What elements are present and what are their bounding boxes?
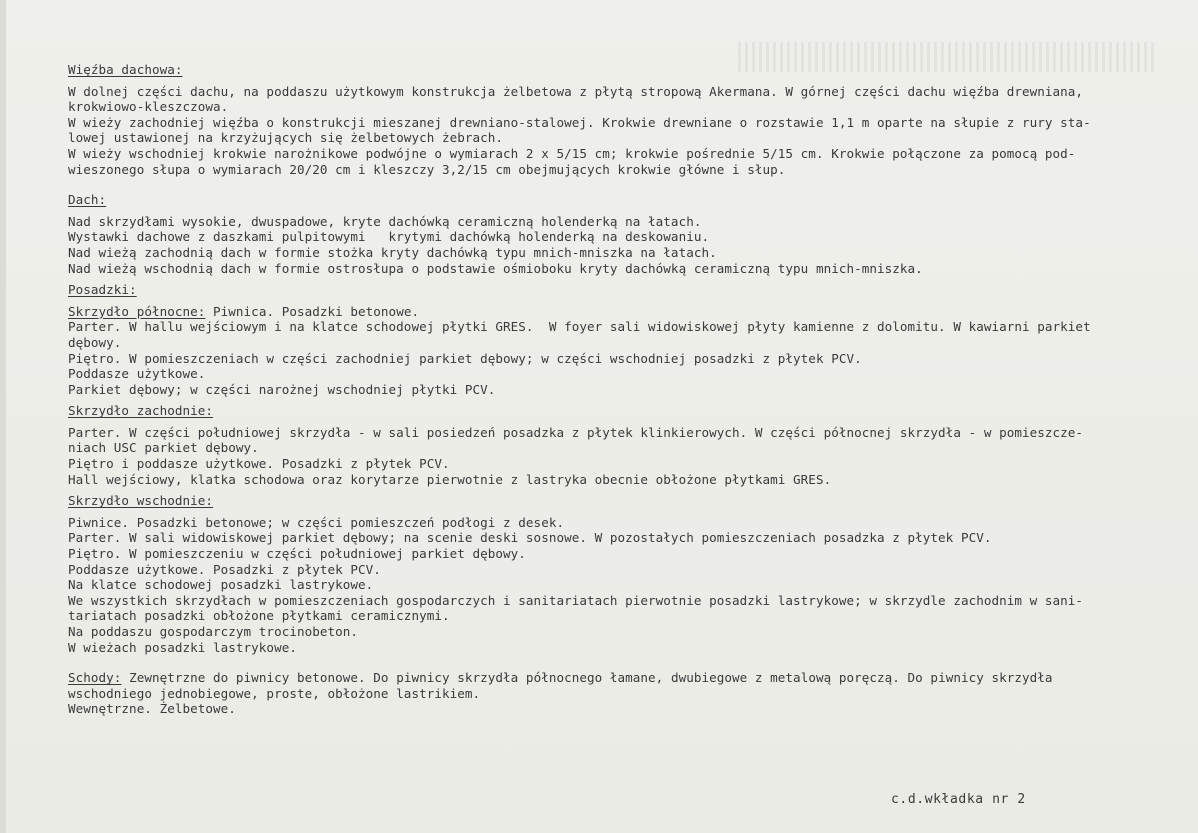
text-line: wschodniego jednobiegowe, proste, obłożone lastrikiem. — [68, 685, 481, 701]
page-body — [68, 62, 1178, 717]
text-line: Piętro. W pomieszczeniu w części południowej parkiet dębowy. — [68, 546, 526, 562]
text-line: krokwiowo-kleszczowa. — [68, 99, 229, 115]
text-line: Parter. W sali widowiskowej parkiet dębowy; na scenie deski sosnowe. W pozostałych pomieszczeniach posadzka z płytek PCV. — [68, 530, 992, 546]
heading-schody: Schody: — [68, 670, 122, 686]
heading-skrzydlo-zachodnie: Skrzydło zachodnie: — [68, 403, 214, 419]
text-line: Piwnice. Posadzki betonowe; w części pomieszczeń podłogi z desek. — [68, 514, 565, 530]
text-line: Nad wieżą zachodnią dach w formie stożka kryty dachówką typu mnich-mniszka na łatach. — [68, 244, 717, 260]
text-line: wieszonego słupa o wymiarach 20/20 cm i kleszczy 3,2/15 cm obejmujących krokwie główne i słup. — [68, 161, 786, 177]
text-line: Piętro. W pomieszczeniach w części zachodniej parkiet dębowy; w części wschodniej posadzki z płytek PCV. — [68, 350, 862, 366]
text-line: Poddasze użytkowe. — [68, 366, 206, 382]
text-line: Nad wieżą wschodnią dach w formie ostrosłupa o podstawie ośmioboku kryty dachówką ceramiczną typu mnich-mniszka. — [68, 260, 923, 276]
heading-wiezba: Więźba dachowa: — [68, 62, 183, 77]
text-line: dębowy. — [68, 334, 122, 350]
text-line: Parkiet dębowy; w części narożnej wschodniej płytki PCV. — [68, 381, 496, 397]
text-line: Parter. W hallu wejściowym i na klatce schodowej płytki GRES. W foyer sali widowiskowej płyty kamienne z dolomitu. W kawiarni parkiet — [68, 319, 1091, 335]
text-line: Na klatce schodowej posadzki lastrykowe. — [68, 577, 374, 593]
section-wiezba — [68, 62, 1178, 177]
text-line: Hall wejściowy, klatka schodowa oraz korytarze pierwotnie z lastryka obecnie obłożone płytkami GRES. — [68, 471, 832, 487]
text-line: Wystawki dachowe z daszkami pulpitowymi krytymi dachówką holenderką na deskowaniu. — [68, 229, 710, 245]
text-line: We wszystkich skrzydłach w pomieszczeniach gospodarczych i sanitariatach pierwotnie posadzki lastrykowe; w skrzydle zachodnim w sani- — [68, 592, 1084, 608]
text-line: W wieży zachodniej więźba o konstrukcji mieszanej drewniano-stalowej. Krokwie drewniane o rozstawie 1,1 m oparte na słupie z rury sta- — [68, 114, 1091, 130]
text-line: W wieżach posadzki lastrykowe. — [68, 639, 297, 655]
text-line: tariatach posadzki obłożone płytkami ceramicznymi. — [68, 608, 450, 624]
text-line: Parter. W części południowej skrzydła - w sali posiedzeń posadzka z płytek klinkierowych. W części północnej skrzydła - w pomieszcze- — [68, 424, 1084, 440]
continuation-note: c.d.wkładka nr 2 — [891, 792, 1026, 807]
text-line: Piętro i poddasze użytkowe. Posadzki z płytek PCV. — [68, 456, 450, 472]
text-line: Wewnętrzne. Żelbetowe. — [68, 701, 236, 717]
heading-skrzydlo-polnocne: Skrzydło północne: — [68, 303, 206, 319]
section-posadzki — [68, 282, 1178, 655]
text-line: Na poddaszu gospodarczym trocinobeton. — [68, 624, 359, 639]
heading-posadzki: Posadzki: — [68, 282, 137, 298]
text-line: W dolnej części dachu, na poddaszu użytkowym konstrukcja żelbetowa z płytą stropową Akermana. W górnej części dachu więźba drewniana, — [68, 83, 1084, 99]
section-schody: Schody: Zewnętrzne do piwnicy betonowe. Do piwnicy skrzydła północnego łamane, dwubiegowe z metalową poręczą. Do piwnicy skrzydła wschodniego jednobiegowe, proste, obłożone lastrikiem. Wewnętrzne. Żelbetowe. — [68, 670, 1178, 717]
text-line: Nad skrzydłami wysokie, dwuspadowe, kryte dachówką ceramiczną holenderką na łatach. — [68, 213, 702, 229]
subsection-polnocne: Skrzydło północne: Piwnica. Posadzki betonowe. — [68, 303, 420, 319]
text-line: W wieży wschodniej krokwie narożnikowe podwójne o wymiarach 2 x 5/15 cm; krokwie pośrednie 5/15 cm. Krokwie połączone za pomocą pod- — [68, 145, 1076, 161]
text-line: niach USC parkiet dębowy. — [68, 440, 259, 456]
section-dach — [68, 192, 1178, 276]
text-line: lowej ustawionej na krzyżujących się żelbetowych żebrach. — [68, 130, 504, 146]
heading-dach: Dach: — [68, 192, 107, 208]
heading-skrzydlo-wschodnie: Skrzydło wschodnie: — [68, 493, 214, 509]
text-line: Poddasze użytkowe. Posadzki z płytek PCV. — [68, 561, 381, 577]
